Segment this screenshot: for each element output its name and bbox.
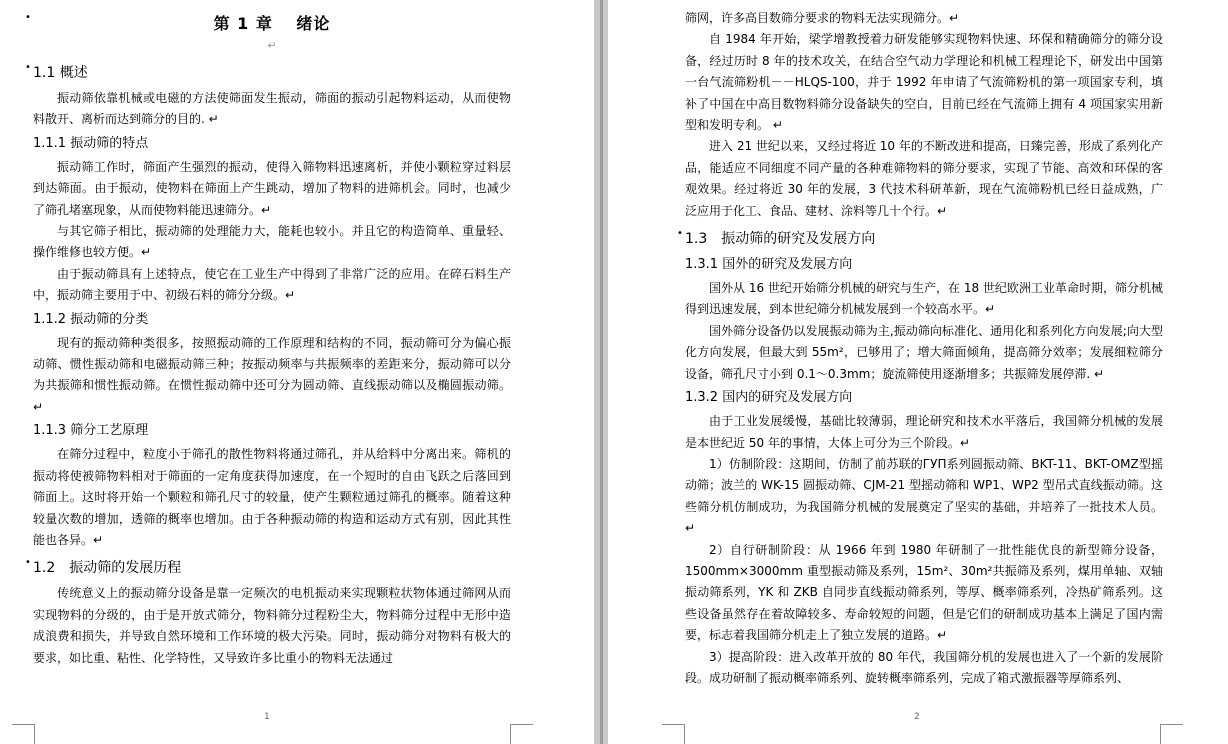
empty-paragraph: ↵ bbox=[267, 39, 277, 52]
page-1-content bbox=[25, 0, 511, 669]
section-1-1-block bbox=[25, 62, 511, 84]
body-paragraph: 自 1984 年开始，梁学增教授着力研发能够实现物料快速、环保和精确筛分的筛分设备，经过历时 8 年的技术攻关，在结合空气动力学理论和机械工程理论下，研发出中国第一台气流筛粉机－－HLQS-100，并于 1992 年申请了气流筛粉机的第一项国家专利，填补了中国在中高目数物料筛分设备缺失的空白，目前已经在气流筛上拥有 4 项国家实用新型和发明专利。 ↵ bbox=[685, 32, 1163, 133]
body-paragraph: 国外从 16 世纪开始筛分机械的研究与生产，在 18 世纪欧洲工业革命时期，筛分机械得到迅速发展，到本世纪筛分机械发展到一个较高水平。↵ bbox=[685, 281, 1163, 317]
subsection-heading: 1.3.2 国内的研究及发展方向 bbox=[685, 390, 853, 406]
section-heading: 1.2 振动筛的发展历程 bbox=[33, 560, 182, 577]
body-paragraph: 振动筛工作时，筛面产生强烈的振动，使得入筛物料迅速离析，并使小颗粒穿过料层到达筛面。由于振动，使物料在筛面上产生跳动，增加了物料的进筛机会。同时，也减少了筛孔堵塞现象，从而使物料能迅速筛分。↵ bbox=[33, 159, 511, 217]
section-heading: 1.3 振动筛的研究及发展方向 bbox=[685, 231, 876, 248]
subsection-heading: 1.3.1 国外的研究及发展方向 bbox=[685, 257, 853, 273]
document-page-2 bbox=[608, 0, 1228, 744]
body-paragraph: 2）自行研制阶段：从 1966 年到 1980 年研制了一批性能优良的新型筛分设备，1500mm×3000mm 重型振动筛及系列，15m²、30m²共振筛及系列，煤用单轴、双轴振动筛系列，YK 和 ZKB 自同步直线振动筛系列，等厚、概率筛系列，冷热矿筛系列。这些设备虽然存在着故障较多、寿命较短的问题，但是它们的研制成功基本上满足了国内需要，标志着我国筛分机走上了独立发展的道路。↵ bbox=[685, 542, 1163, 643]
subsection-heading: 1.1.2 振动筛的分类 bbox=[33, 311, 149, 327]
section-1-2-block bbox=[25, 557, 511, 579]
page-number: 2 bbox=[914, 712, 920, 722]
page-divider bbox=[600, 0, 603, 744]
body-paragraph: 由于工业发展缓慢，基础比较薄弱，理论研究和技术水平落后，我国筛分机械的发展是本世纪近 50 年的事情，大体上可分为三个阶段。↵ bbox=[685, 414, 1163, 450]
body-paragraph: 1）仿制阶段：这期间，仿制了前苏联的ГУП系列圆振动筛、BKT-11、BKT-OMZ型摇动筛；波兰的 WK-15 圆振动筛、CJM-21 型摇动筛和 WP1、WP2 型吊式直线振动筛。这些筛分机仿制成功，为我国筛分机械的发展奠定了坚实的基础，并培养了一批技术人员。↵ bbox=[685, 456, 1163, 536]
paragraph-mark-icon: • bbox=[25, 12, 31, 23]
body-paragraph: 与其它筛子相比，振动筛的处理能力大，能耗也较小。并且它的构造简单、重量轻、操作维修也较方便。↵ bbox=[33, 224, 511, 260]
page-2-content bbox=[677, 0, 1163, 689]
margin-corner-mark bbox=[510, 724, 533, 744]
body-paragraph: 振动筛依靠机械或电磁的方法使筛面发生振动，筛面的振动引起物料运动，从而使物料散开、离析而达到筛分的目的. ↵ bbox=[33, 91, 511, 127]
margin-corner-mark bbox=[662, 724, 685, 744]
subsection-heading: 1.1.3 筛分工艺原理 bbox=[33, 423, 149, 439]
body-paragraph: 进入 21 世纪以来，又经过将近 10 年的不断改进和提高，日臻完善，形成了系列化产品，能适应不同细度不同产量的各种难筛物料的筛分要求，实现了节能、高效和环保的客观效果。经过将近 30 年的发展，3 代技术科研革新，现在气流筛粉机已经日益成熟，广泛应用于化工、食品、建材、涂料等几十个行。↵ bbox=[685, 139, 1163, 218]
paragraph-mark-icon: • bbox=[25, 557, 31, 569]
margin-corner-mark bbox=[1160, 724, 1183, 744]
document-page-1 bbox=[0, 0, 594, 744]
section-1-3-block bbox=[677, 228, 1163, 250]
body-paragraph: 传统意义上的振动筛分设备是靠一定频次的电机振动来实现颗粒状物体通过筛网从而实现物料的分级的，由于是开放式筛分，物料筛分过程粉尘大，物料筛分过程中无形中造成浪费和损失，并导致自然环境和工作环境的极大污染。同时，振动筛分对物料有极大的要求，如比重、粘性、化学特性，又导致许多比重小的物料无法通过 bbox=[33, 586, 511, 665]
paragraph-mark-icon: • bbox=[25, 62, 31, 73]
margin-corner-mark bbox=[12, 724, 35, 744]
body-paragraph: 由于振动筛具有上述特点，使它在工业生产中得到了非常广泛的应用。在碎石料生产中，振动筛主要用于中、初级石料的筛分分级。↵ bbox=[33, 266, 511, 303]
body-paragraph-continued: 筛网，许多高目数筛分要求的物料无法实现筛分。↵ bbox=[685, 11, 960, 25]
section-heading: 1.1 概述 bbox=[33, 65, 88, 81]
body-paragraph: 在筛分过程中，粒度小于筛孔的散性物料将通过筛孔，并从给料中分离出来。筛机的振动将使被筛物料相对于筛面的一定角度获得加速度，在一个短时的自由飞跃之后落回到筛面上。这时将开始一个颗粒和筛孔尺寸的较量，使产生颗粒通过筛孔的概率。随着这种较量次数的增加，透筛的概率也增加。由于各种振动筛的构造和运动方式有别，因此其性能也各异。↵ bbox=[33, 447, 511, 547]
body-paragraph: 现有的振动筛种类很多，按照振动筛的工作原理和结构的不同，振动筛可分为偏心振动筛、惯性振动筛和电磁振动筛三种；按振动频率与共振频率的差距来分，振动筛可以分为共振筛和惯性振动筛。在惯性振动筛中还可分为圆动筛、直线振动筛以及椭圆振动筛。↵ bbox=[33, 335, 511, 414]
body-paragraph: 国外筛分设备仍以发展振动筛为主,振动筛向标准化、通用化和系列化方向发展;向大型化方向发展，但最大到 55m²，已够用了；增大筛面倾角，提高筛分效率；发展细粒筛分设备，筛孔尺寸小到 0.1～0.3mm；旋流筛使用逐渐增多；共振筛发展停滞. ↵ bbox=[685, 323, 1163, 381]
body-paragraph: 3）提高阶段：进入改革开放的 80 年代，我国筛分机的发展也进入了一个新的发展阶段。成功研制了振动概率筛系列、旋转概率筛系列，完成了箱式激振器等厚筛系列、 bbox=[685, 649, 1163, 685]
chapter-title-block bbox=[25, 12, 511, 36]
paragraph-mark-icon: • bbox=[677, 228, 683, 240]
page-number: 1 bbox=[264, 712, 270, 722]
subsection-heading: 1.1.1 振动筛的特点 bbox=[33, 135, 149, 151]
chapter-title: 第 1 章 绪论 bbox=[213, 14, 331, 33]
